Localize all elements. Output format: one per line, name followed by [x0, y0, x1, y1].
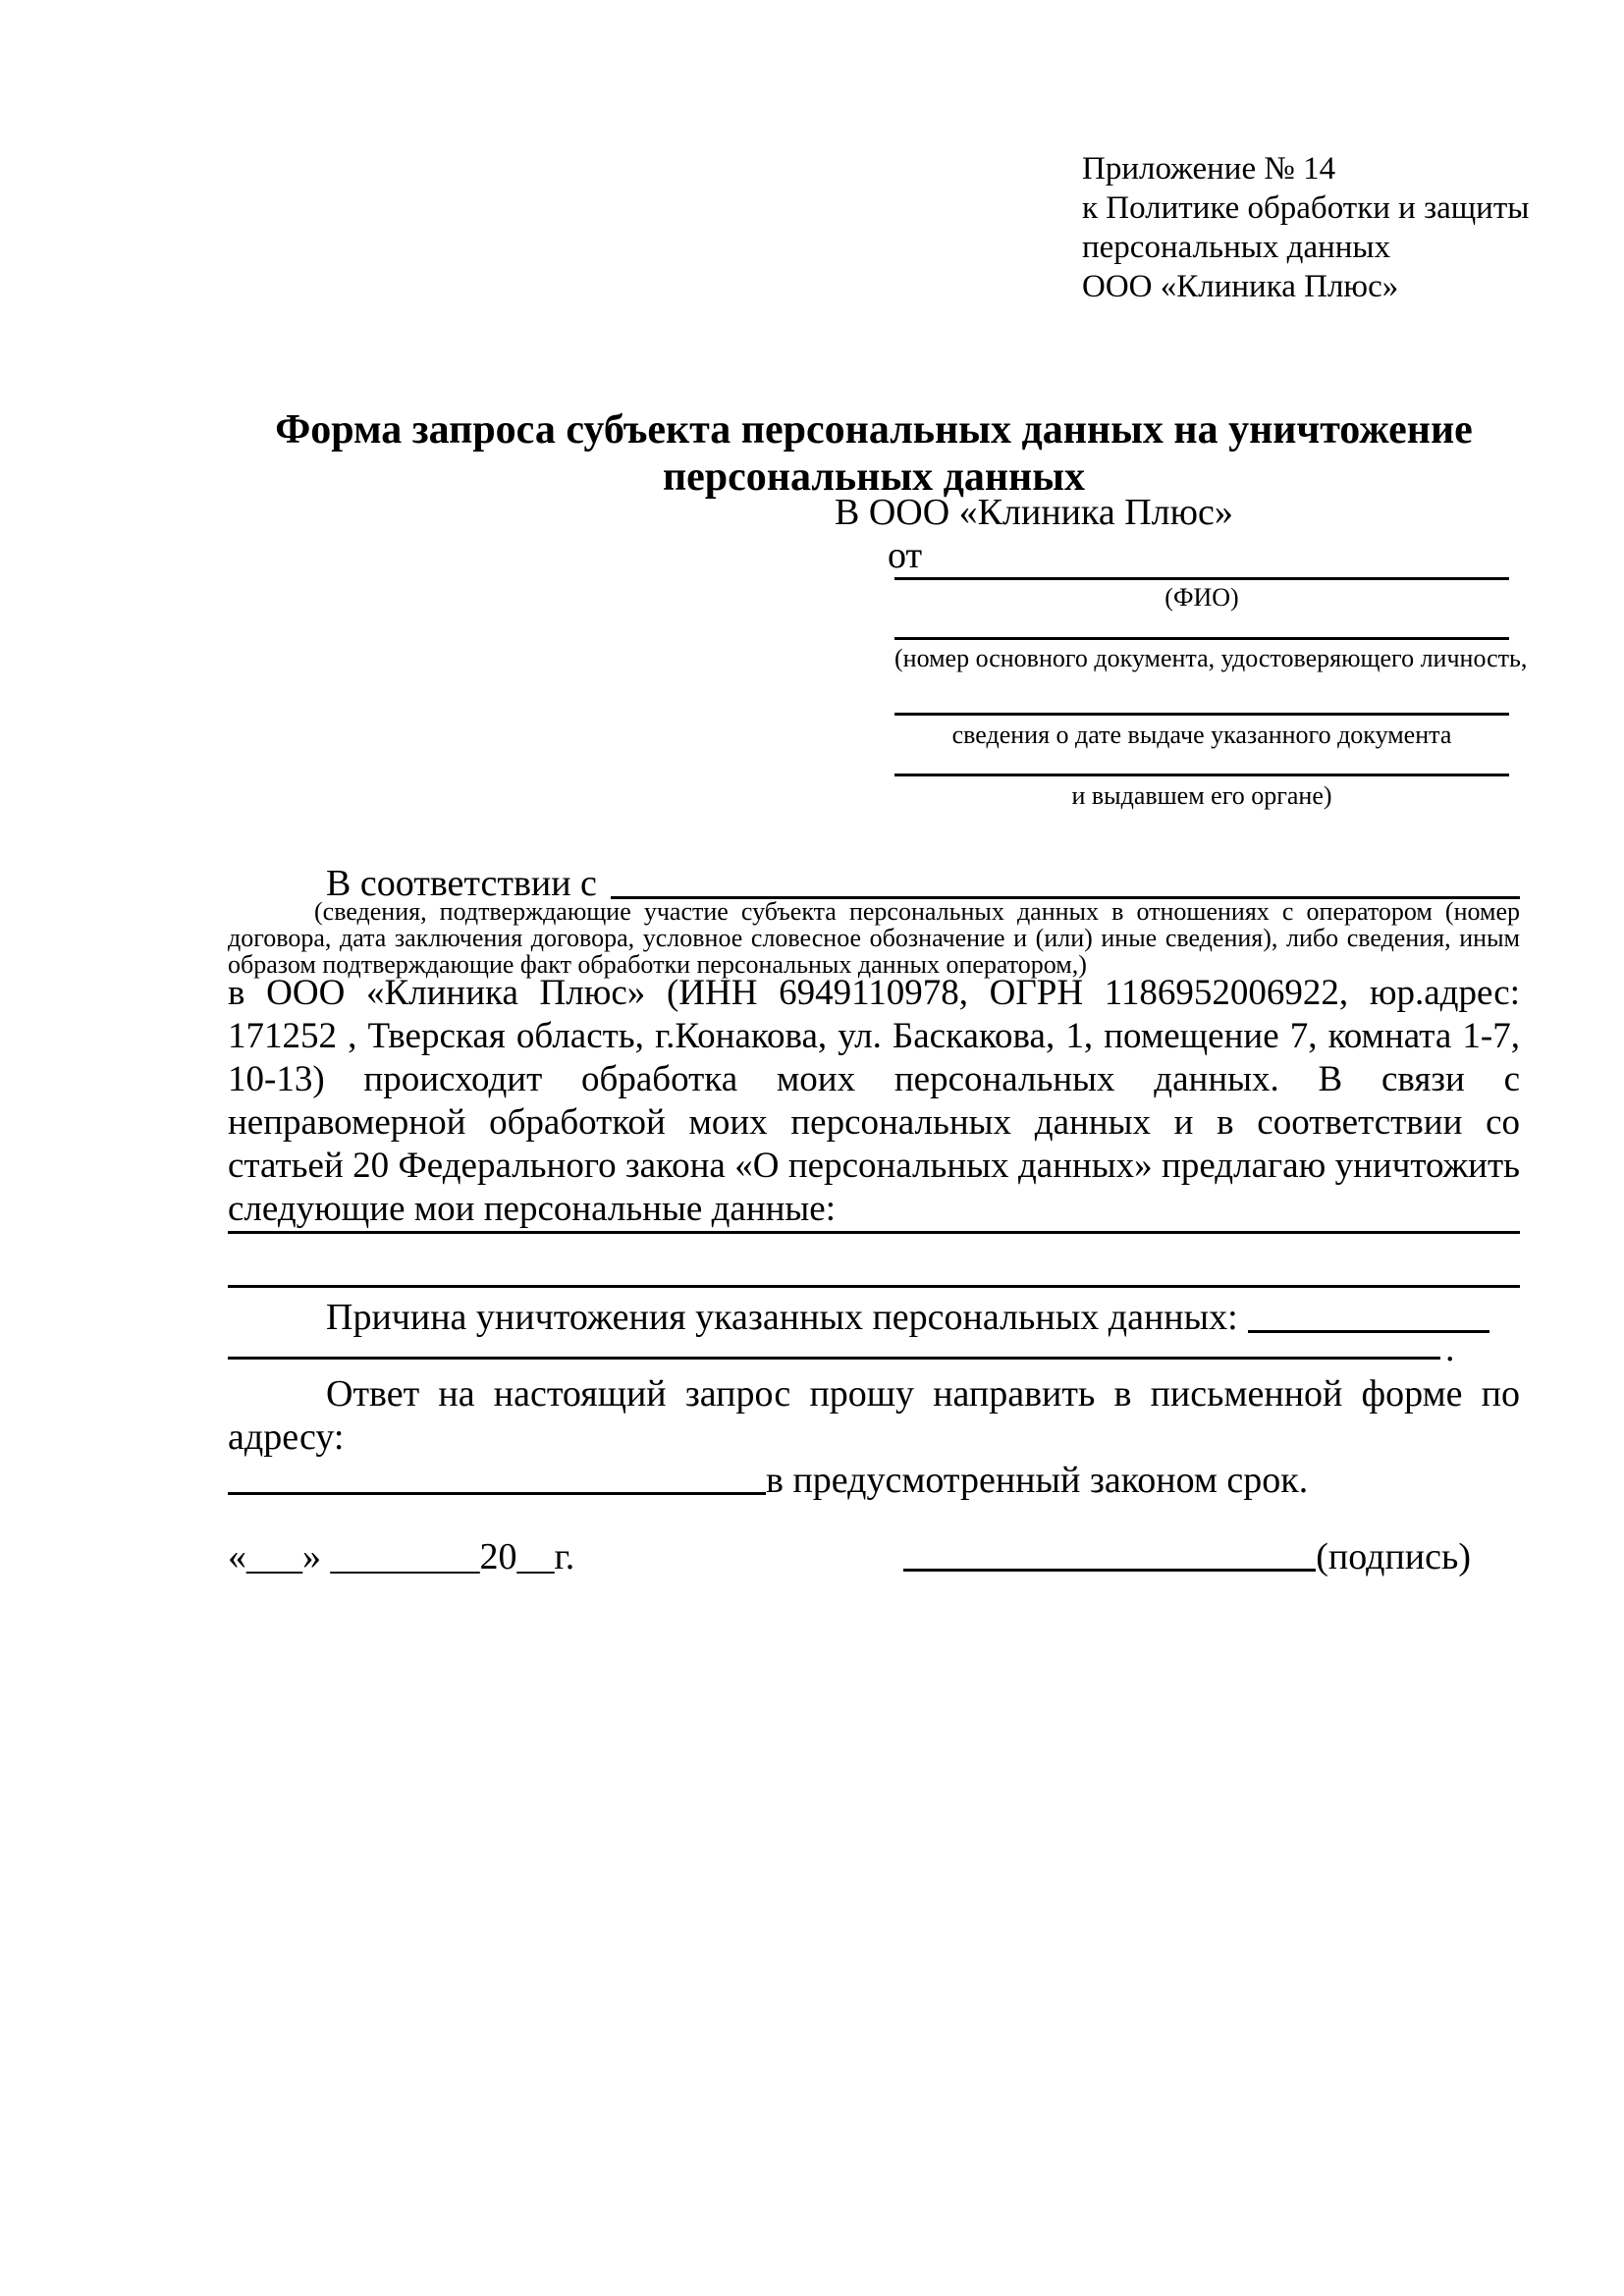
body-paragraph: в ООО «Клиника Плюс» (ИНН 6949110978, ОГРН 1186952006922, юр.адрес: 171252 , Тверская область, г.Конакова, ул. Баскакова, 1, помещение 7, комната 1-7, 10-13) происходит обработка моих персональных данных. В связи с неправомерной обработкой моих персональных данных и в соответствии со статьей 20 Федерального закона «О персональных данных» предлагаю уничтожить следующие мои персональные данные: — [228, 973, 1520, 1229]
reason-fill-line-2 — [228, 1357, 1440, 1360]
appendix-note-line: Приложение № 14 — [1082, 151, 1336, 187]
document-number-caption: (номер основного документа, удостоверяющего личность, — [894, 644, 1528, 672]
issuing-authority-caption: и выдавшем его органе) — [1071, 781, 1332, 810]
fio-caption: (ФИО) — [1164, 583, 1239, 612]
addressee-line: В ООО «Клиника Плюс» — [835, 492, 1233, 533]
sentence-period: . — [1445, 1328, 1455, 1369]
appendix-note — [1082, 149, 1529, 306]
issue-date-fill-line — [894, 713, 1509, 716]
date-signature-row — [228, 1535, 1520, 1578]
document-number-fill-line — [894, 637, 1509, 640]
data-fill-line-2 — [228, 1285, 1520, 1288]
issuing-authority-fill-line — [894, 774, 1509, 776]
fio-fill-line — [894, 577, 1509, 580]
title-line: Форма запроса субъекта персональных данных на уничтожение — [275, 407, 1473, 453]
accordance-lead: В соответствии с — [326, 863, 597, 904]
from-label: от — [888, 535, 923, 576]
reply-address-fill-line — [228, 1459, 766, 1495]
appendix-note-line: к Политике обработки и защиты — [1082, 190, 1530, 226]
title-line: персональных данных — [662, 454, 1086, 500]
accordance-fill-line — [611, 862, 1520, 899]
document-title — [228, 406, 1520, 501]
reason-row — [228, 1296, 1489, 1339]
reason-label: Причина уничтожения указанных персональных данных: — [326, 1297, 1238, 1338]
reply-paragraph: Ответ на настоящий запрос прошу направить в письменной форме по адресу: — [228, 1373, 1520, 1458]
signature-caption: (подпись) — [1316, 1536, 1471, 1577]
issue-date-caption: сведения о дате выдаче указанного документа — [951, 721, 1452, 749]
appendix-note-line: ООО «Клиника Плюс» — [1082, 269, 1399, 304]
signature-fill-line — [903, 1535, 1316, 1572]
signature-block — [903, 1535, 1471, 1578]
accordance-footnote: (сведения, подтверждающие участие субъекта персональных данных в отношениях с оператором (номер договора, дата заключения договора, условное словесное обозначение и (или) иные сведения), либо сведения, иным образом подтверждающие факт обработки персональных данных оператором,) — [228, 897, 1520, 979]
date-line: «___» ________20__г. — [228, 1536, 575, 1577]
reason-fill-line-continued — [228, 1328, 1520, 1372]
appendix-note-line: персональных данных — [1082, 230, 1391, 265]
reply-address-row — [228, 1459, 1520, 1502]
reply-tail: в предусмотренный законом срок. — [766, 1460, 1309, 1501]
document-body-column — [228, 406, 1528, 1578]
data-fill-line-1 — [228, 1231, 1520, 1234]
credentials-fill-fields — [894, 577, 1528, 811]
